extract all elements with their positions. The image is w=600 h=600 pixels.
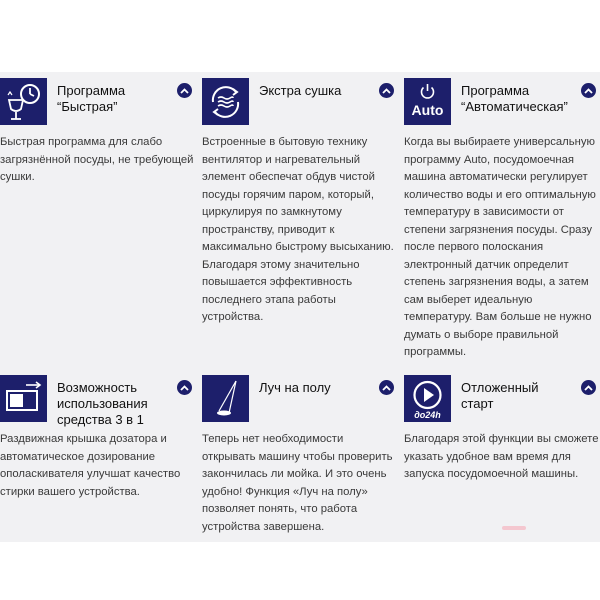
- feature-description: Раздвижная крышка дозатора и автоматическое дозирование ополаскивателя улучшат качество стирки вашего устройства.: [0, 433, 181, 498]
- feature-description: Благодаря этой функции вы сможете указать удобное вам время для запуска посудомоечной машины.: [404, 433, 599, 480]
- chevron-up-icon: [180, 385, 189, 391]
- feature-title: Программа “Быстрая”: [57, 83, 126, 114]
- extra-drying-icon: [202, 78, 249, 125]
- wine-glass-clock-icon: [0, 78, 47, 125]
- feature-title: Луч на полу: [259, 380, 331, 395]
- feature-title: Программа “Автоматическая”: [461, 83, 568, 114]
- expand-button[interactable]: [581, 83, 596, 98]
- expand-button[interactable]: [581, 380, 596, 395]
- expand-button[interactable]: [177, 83, 192, 98]
- decorative-mark: [502, 526, 526, 530]
- auto-icon-label: Auto: [411, 102, 444, 118]
- chevron-up-icon: [584, 385, 593, 391]
- expand-button[interactable]: [379, 380, 394, 395]
- feature-description: Встроенные в бытовую технику вентилятор и нагревательный элемент обеспечат обдув чистой посуды горячим паром, который, циркулируя по замкнутому пространству, приводит к максимально быстрому высыханию. Благодаря этому значительно повышается эффективность последнего этапа работы устройства.: [202, 136, 394, 323]
- detergent-dispenser-icon: [0, 375, 47, 422]
- delayed-start-icon: [404, 375, 451, 422]
- feature-description: Теперь нет необходимости открывать машину чтобы проверить закончилась ли мойка. И это очень удобно! Функция «Луч на полу» позволяет понять, что работа устройства завершена.: [202, 433, 393, 533]
- expand-button[interactable]: [379, 83, 394, 98]
- expand-button[interactable]: [177, 380, 192, 395]
- auto-program-icon: [404, 78, 451, 125]
- feature-title: Экстра сушка: [259, 83, 342, 98]
- chevron-up-icon: [382, 385, 391, 391]
- chevron-up-icon: [180, 88, 189, 94]
- floor-beam-icon: [202, 375, 249, 422]
- delay-icon-label: до24h: [414, 410, 441, 420]
- chevron-up-icon: [382, 88, 391, 94]
- feature-title: Возможность использования средства 3 в 1: [57, 380, 148, 427]
- feature-description: Когда вы выбираете универсальную программу Auto, посудомоечная машина автоматически регулирует количество воды и его оптимальную температуру в зависимости от степени загрязнения посуды. Сразу после первого полоскания электронный датчик определит степень загрязнения воды, а затем сам выберет идеальную температуру. Вам больше не нужно думать о выборе правильной программы.: [404, 136, 596, 358]
- chevron-up-icon: [584, 88, 593, 94]
- feature-title: Отложенный старт: [461, 380, 539, 411]
- feature-description: Быстрая программа для слабо загрязнённой посуды, не требующей сушки.: [0, 136, 194, 183]
